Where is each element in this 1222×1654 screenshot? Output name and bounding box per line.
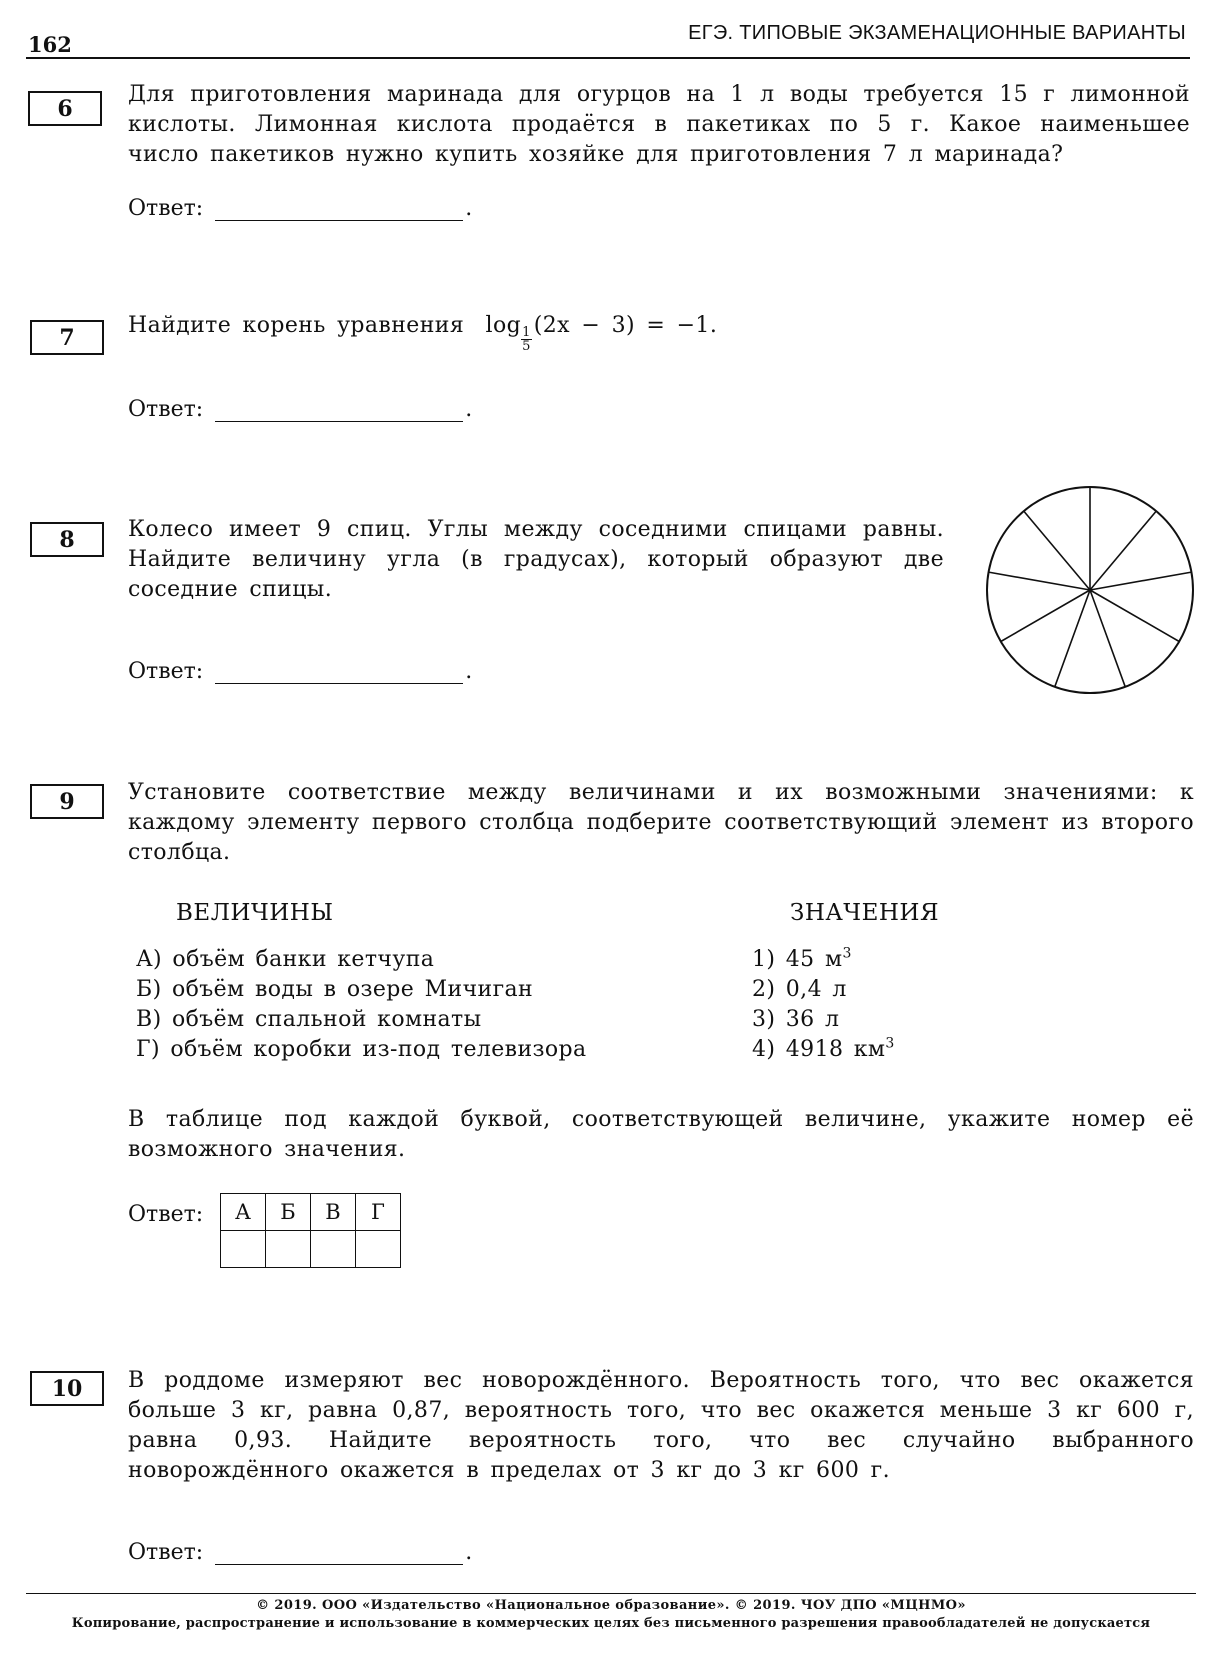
answer-label: Ответ:	[128, 1202, 204, 1227]
task-10-number: 10	[30, 1371, 104, 1406]
values-list	[752, 945, 895, 1065]
value-item: 3) 36 л	[752, 1007, 840, 1032]
task-6-answer-line[interactable]	[215, 198, 463, 221]
task-7-answer-line[interactable]	[215, 399, 463, 422]
log-base: $\frac{1}{5}$	[522, 325, 531, 354]
task-6-answer: Ответ: .	[128, 196, 473, 221]
quantity-item: А) объём банки кетчупа	[136, 947, 435, 972]
task-9-answer-table	[220, 1193, 401, 1268]
quantity-item: В) объём спальной комнаты	[136, 1007, 482, 1032]
answer-table-header: Б	[266, 1194, 311, 1231]
task-9-number: 9	[30, 784, 104, 819]
answer-label: Ответ:	[128, 659, 204, 684]
task-8-number: 8	[30, 522, 104, 557]
answer-table-header: А	[221, 1194, 266, 1231]
values-heading: ЗНАЧЕНИЯ	[790, 900, 940, 926]
answer-cell-g[interactable]	[356, 1231, 401, 1268]
task-9-text: Установите соответствие между величинами и их возможными значениями: к каждому элементу первого столбца подберите соответствующий элемент из второго столбца.	[128, 780, 1194, 865]
wheel-spoke	[1024, 511, 1090, 590]
task-9-answer-label	[128, 1202, 203, 1227]
answer-cell-v[interactable]	[311, 1231, 356, 1268]
task-7-text: Найдите корень уравнения	[128, 313, 465, 338]
wheel-spoke	[1090, 511, 1156, 590]
answer-label: Ответ:	[128, 397, 204, 422]
task-7-answer: Ответ: .	[128, 397, 473, 422]
answer-cell-a[interactable]	[221, 1231, 266, 1268]
wheel-spoke	[989, 572, 1090, 590]
quantity-item: Б) объём воды в озере Мичиган	[136, 977, 534, 1002]
running-head: ЕГЭ. ТИПОВЫЕ ЭКЗАМЕНАЦИОННЫЕ ВАРИАНТЫ	[688, 22, 1186, 44]
task-10-answer: Ответ: .	[128, 1540, 473, 1565]
answer-label: Ответ:	[128, 1540, 204, 1565]
task-7-equation	[128, 313, 717, 353]
task-10-text: В роддоме измеряют вес новорождённого. Вероятность того, что вес окажется больше 3 кг, равна 0,87, вероятность того, что вес окажется меньше 3 кг 600 г, равна 0,93. Найдите вероятность того, что вес случайно выбранного новорождённого окажется в пределах от 3 кг до 3 кг 600 г.	[128, 1368, 1194, 1483]
answer-table-header-row	[221, 1194, 401, 1231]
task-9-instruction: В таблице под каждой буквой, соответствующей величине, укажите номер её возможного значения.	[128, 1107, 1194, 1162]
task-6-number: 6	[28, 91, 102, 126]
wheel-spoke	[1055, 590, 1090, 687]
answer-table-input-row	[221, 1231, 401, 1268]
log-symbol: log	[485, 313, 522, 338]
page-number: 162	[28, 32, 72, 57]
equation-rhs: = −1.	[646, 313, 718, 338]
task-8-text: Колесо имеет 9 спиц. Углы между соседними спицами равны. Найдите величину угла (в градусах), который образуют две соседние спицы.	[128, 517, 944, 602]
task-8-answer-line[interactable]	[215, 661, 463, 684]
task-8-answer: Ответ: .	[128, 659, 473, 684]
answer-label: Ответ:	[128, 196, 204, 221]
wheel-spoke	[1090, 572, 1191, 590]
quantities-heading: ВЕЛИЧИНЫ	[176, 900, 334, 926]
value-item: 2) 0,4 л	[752, 977, 847, 1002]
task-6-text: Для приготовления маринада для огурцов на 1 л воды требуется 15 г лимонной кислоты. Лимонная кислота продаётся в пакетиках по 5 г. Какое наименьшее число пакетиков нужно купить хозяйке для приготовления 7 л маринада?	[128, 82, 1190, 167]
wheel-spoke	[1090, 590, 1179, 642]
task-10-answer-line[interactable]	[215, 1542, 463, 1565]
footer-copyright: © 2019. ООО «Издательство «Национальное образование». © 2019. ЧОУ ДПО «МЦНМО»	[256, 1598, 966, 1613]
wheel-diagram	[980, 480, 1200, 700]
quantity-item: Г) объём коробки из-под телевизора	[136, 1037, 587, 1062]
header-rule	[26, 57, 1190, 59]
wheel-spoke	[1090, 590, 1125, 687]
wheel-spoke	[1001, 590, 1090, 642]
answer-table-header: Г	[356, 1194, 401, 1231]
footer-rule	[26, 1593, 1196, 1594]
wheel-spokes	[989, 487, 1192, 687]
answer-cell-b[interactable]	[266, 1231, 311, 1268]
answer-table-header: В	[311, 1194, 356, 1231]
task-7-number: 7	[30, 320, 104, 355]
log-argument: (2x − 3)	[533, 313, 635, 338]
value-item: 4) 4918 $км^3$	[752, 1035, 895, 1062]
quantities-list	[136, 945, 587, 1065]
footer-notice: Копирование, распространение и использование в коммерческих целях без письменного разрешения правообладателей не допускается	[71, 1616, 1151, 1631]
value-item: 1) 45 $м^3$	[752, 945, 852, 972]
